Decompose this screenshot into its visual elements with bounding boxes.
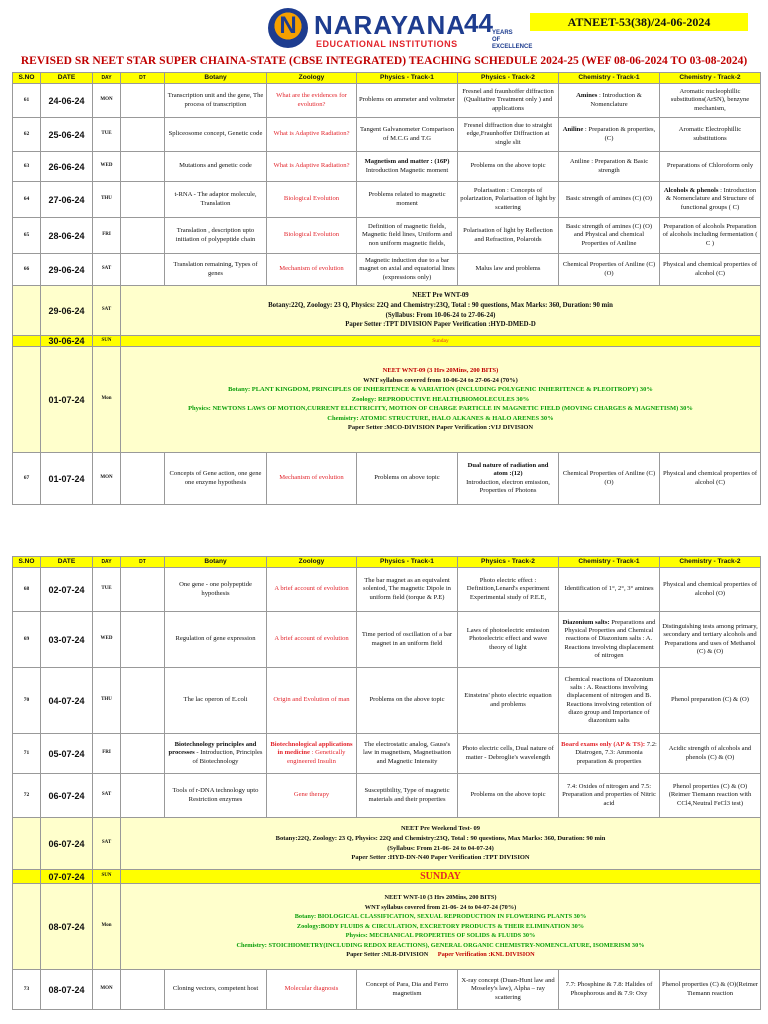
test-title: NEET Pre WNT-09 — [412, 292, 469, 300]
test-date: 29-06-24 — [41, 286, 93, 336]
pre-wnt-test-row — [13, 286, 761, 336]
table-row: 72 06-07-24 SAT Tools of r-DNA technology upto Restriction enzymes Gene therapy Susceptibility, Type of magnetic materials and their properties Problems on the above topic 7.4: Oxides of nitrogen and 7.5: Preparation and properties of Nitric acid Phenol properties (C) & (O) (Reimer Tiemann reaction with CCl4,Neutral FeCl3 test) — [13, 774, 761, 818]
test-title: NEET Pre Weekend Test- 09 — [400, 825, 481, 833]
col-chemistry-2: Chemistry - Track-2 — [660, 73, 761, 84]
col-dt: DT — [121, 557, 165, 568]
table-header-row — [13, 73, 761, 84]
col-date: DATE — [41, 557, 93, 568]
cell-dt — [121, 218, 165, 254]
sunday-row — [13, 336, 761, 347]
cell-date: 29-06-24 — [41, 254, 93, 286]
table-row: 69 03-07-24 WED Regulation of gene expression A brief account of evolution Time period of oscillation of a bar magnet in an uniform field Laws of photoelectric emission Photoelectric effect and wave theory of light Diazonium salts: Preparations and Physical Properties and Chemical reactions of Diazonium salts : A. Reactions involving displacement of nitrogen Distinguishing tests among primary, secondary and tertiary alcohols and Preparations and uses of Methanol (C) & (O) — [13, 612, 761, 668]
wnt-title: NEET WNT-10 (3 Hrs 20Mins, 200 BITS) — [384, 893, 497, 901]
cell-zoology: What is Adaptive Radiation? — [267, 152, 357, 182]
cell-dt — [121, 254, 165, 286]
sunday-label: Sunday — [121, 336, 761, 347]
cell-day: THU — [93, 182, 121, 218]
table-row: 70 04-07-24 THU The lac operon of E.coli Origin and Evolution of man Problems on the above topic Einsteins' photo electric equation and problems Chemical reactions of Diazonium salts : A. Reactions involving displacement of nitrogen and B. Reactions involving retention of diazo group and Importance of diazonium salts Phenol preparation (C) & (O) — [13, 668, 761, 734]
col-dt: DT — [121, 73, 165, 84]
wnt-details — [121, 347, 761, 453]
cell-sno: 71 — [13, 734, 41, 774]
test-setter: Paper Setter :HYD-DN-N40 Paper Verification :TPT DIVISION — [351, 854, 530, 862]
table-row: 65 28-06-24 FRI Translation , description upto initiation of polypeptide chain Biological Evolution Definition of magnetic fields, Magnetic field lines, Uniform and non uniform magnetic fields, Polarisation of light by Reflection and Refraction, Polaroids Basic strength of amines (C) (O) and Physical and chemical Properties of Aniline Preparation of alcohols Preparation of alcohols including fermentation ( C ) — [13, 218, 761, 254]
wnt-chemistry: Chemistry: ATOMIC STRUCTURE, HALO ALKANES & HALO ARENES 30% — [327, 414, 554, 422]
col-chemistry-1: Chemistry - Track-1 — [559, 73, 660, 84]
cell-day: WED — [93, 612, 121, 668]
wnt-zoology: Zoology:BODY FLUIDS & CIRCULATION, EXCRETORY PRODUCTS & THEIR ELIMINATION 30% — [296, 922, 585, 930]
cell-date: 06-07-24 — [41, 774, 93, 818]
sunday-date: 30-06-24 — [41, 336, 93, 347]
brand-name: NARAYANA — [314, 10, 467, 40]
wnt-botany: Botany: BIOLOGICAL CLASSIFICATION, SEXUAL REPRODUCTION IN FLOWERING PLANTS 30% — [294, 913, 587, 921]
cell-sno: 62 — [13, 118, 41, 152]
logo-emblem-icon — [268, 8, 308, 48]
col-physics-1: Physics - Track-1 — [357, 73, 458, 84]
wnt-zoology: Zoology: REPRODUCTIVE HEALTH,BIOMOLECULES 30% — [351, 395, 530, 403]
cell-zoology: Mechanism of evolution — [267, 254, 357, 286]
sunday-label: SUNDAY — [121, 870, 761, 884]
narayana-logo — [268, 8, 533, 50]
years-number: 44 — [464, 8, 493, 38]
cell-sno: 61 — [13, 84, 41, 118]
col-date: DATE — [41, 73, 93, 84]
test-pattern: Botany:22Q, Zoology: 23 Q, Physics: 22Q and Chemistry:23Q, Total : 90 questions, Max Marks: 360, Duration: 90 min — [268, 301, 613, 309]
pre-weekend-test-row — [13, 818, 761, 870]
schedule-table-2 — [12, 556, 761, 1010]
cell-sno: 69 — [13, 612, 41, 668]
col-physics-1: Physics - Track-1 — [357, 557, 458, 568]
years-caption: YEARS OF EXCELLENCE — [492, 30, 533, 50]
cell-day: WED — [93, 152, 121, 182]
cell-day: TUE — [93, 568, 121, 612]
sunday-row — [13, 870, 761, 884]
cell-date: 04-07-24 — [41, 668, 93, 734]
cell-sno: 64 — [13, 182, 41, 218]
cell-day: MON — [93, 84, 121, 118]
col-physics-2: Physics - Track-2 — [458, 73, 559, 84]
wnt-title: NEET WNT-09 (3 Hrs 20Mins, 200 BITS) — [382, 366, 499, 374]
cell-date: 24-06-24 — [41, 84, 93, 118]
table-row: 63 26-06-24 WED Mutations and genetic code What is Adaptive Radiation? Magnetism and matter : (16P) Introduction Magnetic moment Problems on the above topic Aniline : Preparation & Basic strength Preparations of Chloroform only — [13, 152, 761, 182]
test-syllabus: (Syllabus: From 10-06-24 to 27-06-24) — [385, 311, 496, 319]
col-sno: S.NO — [13, 557, 41, 568]
test-day: SAT — [93, 286, 121, 336]
table-row: 73 08-07-24 MON Cloning vectors, competent host Molecular diagnosis Concept of Para, Dia and Ferro magnetism X-ray concept (Duan-Hunt law and Moseley's law), Alpha – ray scattering 7.7: Phosphine & 7.8: Halides of Phosphorous and & 7.9: Oxy Phenol properties (C) & (O)(Reimer Tiemann reaction — [13, 970, 761, 1010]
table-header-row — [13, 557, 761, 568]
wnt-chemistry: Chemistry: STOICHIOMETRY(INCLUDING REDOX REACTIONS), GENERAL ORGANIC CHEMISTRY-NOMENCLATURE, ISOMERISM 30% — [236, 941, 645, 949]
cell-sno: 63 — [13, 152, 41, 182]
cell-date: 28-06-24 — [41, 218, 93, 254]
cell-zoology: Biological Evolution — [267, 182, 357, 218]
cell-day: FRI — [93, 218, 121, 254]
wnt-details — [121, 884, 761, 970]
table-row: 68 02-07-24 TUE One gene - one polypeptide hypothesis A brief account of evolution The bar magnet as an equivalent soleniod, The magnetic Dipole in uniform field (torque & P.E) Photo electric effect : Definition,Lenard's experiment Experimental study of P.E.E, Identification of 1°, 2°, 3° amines Physical and chemical properties of alcohol (O) — [13, 568, 761, 612]
cell-sno: 68 — [13, 568, 41, 612]
cell-dt — [121, 668, 165, 734]
wnt-setter: Paper Setter :NLR-DIVISION Paper Verification :KNL DIVISION — [346, 951, 535, 959]
wnt-physics: Physics: MECHANICAL PROPERTIES OF SOLIDS & FLUIDS 30% — [345, 932, 536, 940]
cell-sno: 66 — [13, 254, 41, 286]
cell-day: FRI — [93, 734, 121, 774]
col-chemistry-1: Chemistry - Track-1 — [559, 557, 660, 568]
cell-dt — [121, 568, 165, 612]
sunday-date: 07-07-24 — [41, 870, 93, 884]
test-date: 06-07-24 — [41, 818, 93, 870]
sunday-day: SUN — [93, 870, 121, 884]
years-badge — [464, 8, 533, 50]
wnt-exam-row — [13, 347, 761, 453]
test-setter: Paper Setter :TPT DIVISION Paper Verification :HYD-DMED-D — [345, 321, 536, 329]
cell-dt — [121, 774, 165, 818]
wnt-day: Mon — [93, 347, 121, 453]
col-day: DAY — [93, 73, 121, 84]
cell-date: 02-07-24 — [41, 568, 93, 612]
wnt-syllabus: WNT syllabus covered from 21-06- 24 to 04-07-24 (70%) — [364, 903, 517, 911]
cell-date: 25-06-24 — [41, 118, 93, 152]
cell-zoology: Gene therapy — [267, 774, 357, 818]
table-row: 61 24-06-24 MON Transcription unit and the gene, The process of transcription What are the evidences for evolution? Problems on ammeter and voltmeter Fresnel and fraunhoffer diffraction (Qualitative Treatment only ) and applications Amines : Introduction & Nomenclature Aromatic nucleophillic substitutions(ArSN), benzyne mechanism, — [13, 84, 761, 118]
cell-zoology: A brief account of evolution — [267, 568, 357, 612]
test-day: SAT — [93, 818, 121, 870]
cell-sno: 72 — [13, 774, 41, 818]
cell-date: 03-07-24 — [41, 612, 93, 668]
schedule-table-1 — [12, 72, 761, 505]
table-row: 67 01-07-24 MON Concepts of Gene action, one gene one enzyme hypothesis Mechanism of evolution Problems on above topic Dual nature of radiation and atom :(12) Introduction, electron emission, Properties of Photons Chemical Properties of Aniline (C) (O) Physical and chemical properties of alcohol (C) — [13, 453, 761, 505]
cell-zoology: What are the evidences for evolution? — [267, 84, 357, 118]
table-row: 71 05-07-24 FRI Biotechnology principles and processes - Introduction, Principles of Biotechnology Biotechnological applications in medicine : Genetically engineered Insulin The electrostatic analog, Gauss's law in magnetism, Magnetisation and Magnetic Intensity Photo electric cells, Dual nature of matter - Debroglie's wavelength Board exams only (AP & TS): 7.2: Diatrogen, 7.3: Ammonia preparation & properties Acidic strength of alcohols and phenols (C) & (O) — [13, 734, 761, 774]
cell-sno: 65 — [13, 218, 41, 254]
wnt-exam-row — [13, 884, 761, 970]
wnt-date: 08-07-24 — [41, 884, 93, 970]
pre-weekend-details — [121, 818, 761, 870]
col-physics-2: Physics - Track-2 — [458, 557, 559, 568]
cell-zoology: Biological Evolution — [267, 218, 357, 254]
cell-sno: 70 — [13, 668, 41, 734]
test-pattern: Botany:22Q, Zoology: 23 Q, Physics: 22Q and Chemistry:23Q, Total : 90 questions, Max Marks: 360, Duration: 90 min — [275, 834, 606, 842]
cell-dt — [121, 84, 165, 118]
col-sno: S.NO — [13, 73, 41, 84]
cell-dt — [121, 182, 165, 218]
col-botany: Botany — [165, 557, 267, 568]
test-syllabus: (Syllabus: From 21-06- 24 to 04-07-24) — [387, 844, 494, 852]
cell-zoology: Biotechnological applications in medicine : Genetically engineered Insulin — [267, 734, 357, 774]
wnt-setter: Paper Setter :MCO-DIVISION Paper Verification :VIJ DIVISION — [347, 424, 534, 432]
wnt-date: 01-07-24 — [41, 347, 93, 453]
cell-zoology: Origin and Evolution of man — [267, 668, 357, 734]
cell-day: SAT — [93, 774, 121, 818]
cell-dt — [121, 734, 165, 774]
header — [0, 0, 768, 52]
page-title: REVISED SR NEET STAR SUPER CHAINA-STATE (CBSE INTEGRATED) TEACHING SCHEDULE 2024-25 (WEF 08-06-2024 TO 03-08-2024) — [20, 55, 748, 67]
wnt-botany: Botany: PLANT KINGDOM, PRINCIPLES OF INHERITENCE & VARIATION (INCLUDING POLYGENIC INHERITENCE & PLEOITROPY) 30% — [228, 386, 653, 394]
cell-date: 05-07-24 — [41, 734, 93, 774]
wnt-physics: Physics: NEWTONS LAWS OF MOTION,CURRENT ELECTRICITY, MOTION OF CHARGE PARTICLE IN MAGNETIC FIELD (MOVING CHARGES & MAGNETISM) 30% — [188, 405, 693, 413]
sunday-day: SUN — [93, 336, 121, 347]
cell-date: 26-06-24 — [41, 152, 93, 182]
table-row: 64 27-06-24 THU t-RNA - The adaptor molecule, Translation Biological Evolution Problems related to magnetic moment Polarisation : Concepts of polarization, Polarisation of light by scattering Basic strength of amines (C) (O) Alcohols & phenols : Introduction & Nomenclature and Structure of functional groups ( C) — [13, 182, 761, 218]
brand-subtitle: EDUCATIONAL INSTITUTIONS — [316, 39, 458, 49]
cell-day: THU — [93, 668, 121, 734]
cell-day: SAT — [93, 254, 121, 286]
col-botany: Botany — [165, 73, 267, 84]
reference-code: ATNEET-53(38)/24-06-2024 — [530, 13, 748, 31]
col-day: DAY — [93, 557, 121, 568]
pre-wnt-details — [121, 286, 761, 336]
cell-date: 27-06-24 — [41, 182, 93, 218]
table-row: 66 29-06-24 SAT Translation remaining, Types of genes Mechanism of evolution Magnetic induction due to a bar magnet on axial and equatorial lines (expressions only) Malus law and problems Chemical Properties of Aniline (C) (O) Physical and chemical properties of alcohol (C) — [13, 254, 761, 286]
cell-dt — [121, 118, 165, 152]
col-zoology: Zoology — [267, 557, 357, 568]
col-chemistry-2: Chemistry - Track-2 — [660, 557, 761, 568]
cell-zoology: A brief account of evolution — [267, 612, 357, 668]
wnt-day: Mon — [93, 884, 121, 970]
col-zoology: Zoology — [267, 73, 357, 84]
wnt-syllabus: WNT syllabus covered from 10-06-24 to 27-06-24 (70%) — [363, 376, 518, 384]
cell-dt — [121, 612, 165, 668]
table-row: 62 25-06-24 TUE Spliceosome concept, Genetic code What is Adaptive Radiation? Tangent Galvanometer Comparison of M.C.G and T.G Fresnel diffraction due to straight edge,Fraunhoffer Diffraction at single slit Aniline : Preparation & properties, (C) Aromatic Electrophillic substitutions — [13, 118, 761, 152]
cell-dt — [121, 152, 165, 182]
cell-zoology: What is Adaptive Radiation? — [267, 118, 357, 152]
cell-day: TUE — [93, 118, 121, 152]
